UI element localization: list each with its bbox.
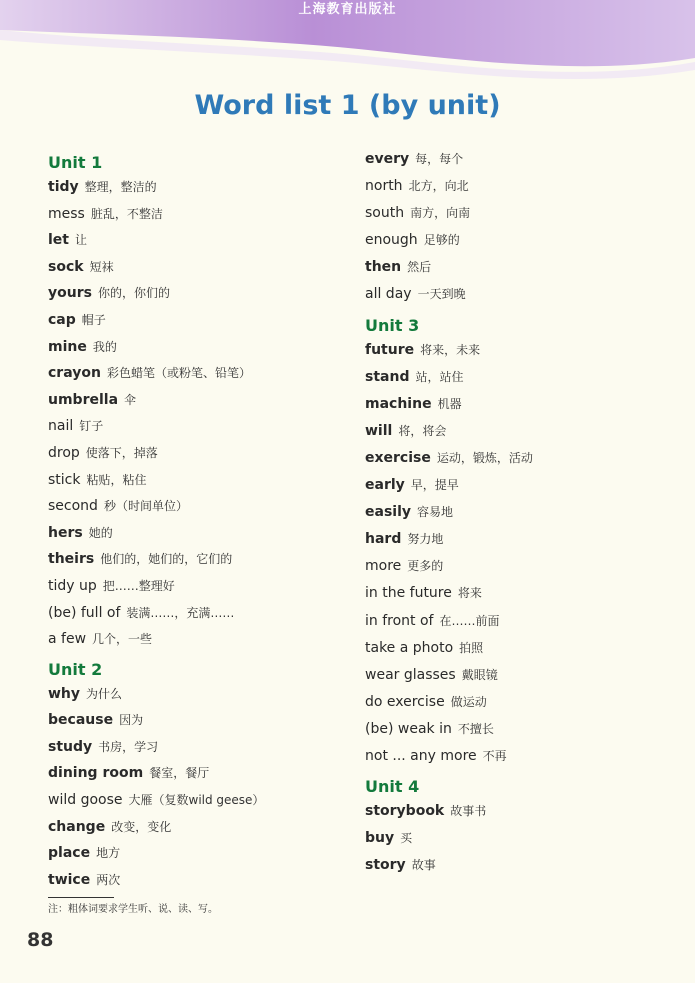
chinese-meaning: 买 bbox=[400, 831, 413, 846]
word-entry bbox=[365, 608, 675, 635]
unit-4-list bbox=[365, 798, 675, 879]
unit-2-heading: Unit 2 bbox=[48, 659, 103, 679]
chinese-meaning: 你的，你们的 bbox=[97, 286, 170, 301]
english-word: wild goose bbox=[48, 792, 123, 809]
word-entry bbox=[48, 440, 348, 467]
chinese-meaning: 足够的 bbox=[423, 233, 460, 248]
word-entry bbox=[48, 626, 348, 653]
chinese-meaning: 地方 bbox=[96, 846, 121, 861]
chinese-meaning: 容易地 bbox=[417, 505, 454, 520]
word-entry bbox=[48, 600, 348, 627]
chinese-meaning: 两次 bbox=[96, 872, 121, 887]
english-word: exercise bbox=[365, 449, 431, 466]
english-word: hard bbox=[365, 531, 402, 548]
english-word: (be) full of bbox=[48, 604, 121, 621]
word-entry bbox=[48, 334, 348, 361]
chinese-meaning: 拍照 bbox=[459, 640, 484, 655]
chinese-meaning: 粘贴，粘住 bbox=[86, 472, 147, 487]
word-entry bbox=[48, 413, 348, 440]
word-entry bbox=[365, 499, 675, 526]
english-word: story bbox=[365, 857, 406, 874]
english-word: take a photo bbox=[365, 639, 454, 656]
word-entry bbox=[48, 787, 348, 814]
chinese-meaning: 北方，向北 bbox=[408, 179, 469, 194]
chinese-meaning: 努力地 bbox=[407, 532, 444, 547]
english-word: twice bbox=[48, 871, 91, 888]
english-word: early bbox=[365, 477, 405, 494]
english-word: will bbox=[365, 422, 393, 439]
english-word: easily bbox=[365, 504, 411, 521]
word-entry bbox=[365, 472, 675, 499]
english-word: umbrella bbox=[48, 391, 119, 408]
word-entry bbox=[365, 173, 675, 200]
word-entry bbox=[48, 467, 348, 494]
word-entry bbox=[48, 307, 348, 334]
word-entry bbox=[48, 360, 348, 387]
chinese-meaning: 他们的，她们的，它们的 bbox=[100, 552, 233, 567]
english-word: buy bbox=[365, 830, 395, 847]
chinese-meaning: 在……前面 bbox=[439, 613, 500, 628]
english-word: storybook bbox=[365, 803, 445, 820]
word-entry bbox=[365, 798, 675, 825]
publisher-name: 上海教育出版社 bbox=[298, 2, 397, 17]
word-entry bbox=[365, 743, 675, 770]
english-word: dining room bbox=[48, 765, 144, 782]
word-entry bbox=[365, 825, 675, 852]
english-word: in the future bbox=[365, 585, 452, 602]
english-word: every bbox=[365, 151, 410, 167]
page-number: 88 bbox=[27, 929, 54, 951]
chinese-meaning: 大雁（复数wild geese） bbox=[128, 793, 265, 808]
english-word: mess bbox=[48, 205, 85, 222]
english-word: stick bbox=[48, 471, 81, 488]
word-entry bbox=[365, 254, 675, 281]
english-word: wear glasses bbox=[365, 666, 456, 683]
word-entry bbox=[48, 174, 348, 201]
word-entry bbox=[365, 635, 675, 662]
chinese-meaning: 故事 bbox=[411, 858, 436, 873]
english-word: in front of bbox=[365, 612, 434, 629]
english-word: yours bbox=[48, 285, 92, 302]
word-entry bbox=[48, 227, 348, 254]
word-entry bbox=[48, 520, 348, 547]
english-word: stand bbox=[365, 368, 410, 385]
word-entry bbox=[48, 840, 348, 867]
english-word: not ... any more bbox=[365, 747, 477, 764]
english-word: change bbox=[48, 818, 106, 835]
unit-3-list bbox=[365, 337, 675, 771]
chinese-meaning: 让 bbox=[75, 233, 88, 248]
chinese-meaning: 伞 bbox=[124, 392, 137, 407]
right-column bbox=[365, 146, 675, 879]
unit-2-list bbox=[48, 681, 348, 894]
chinese-meaning: 书房，学习 bbox=[98, 739, 159, 754]
chinese-meaning: 我的 bbox=[92, 339, 117, 354]
word-entry bbox=[48, 734, 348, 761]
word-entry bbox=[365, 227, 675, 254]
word-entry bbox=[48, 814, 348, 841]
chinese-meaning: 钉子 bbox=[79, 419, 104, 434]
footnote-divider bbox=[48, 897, 114, 898]
english-word: crayon bbox=[48, 365, 101, 382]
word-entry bbox=[365, 553, 675, 580]
chinese-meaning: 机器 bbox=[437, 396, 462, 411]
chinese-meaning: 一天到晚 bbox=[417, 287, 466, 302]
english-word: sock bbox=[48, 258, 84, 275]
chinese-meaning: 为什么 bbox=[86, 686, 123, 701]
english-word: machine bbox=[365, 395, 432, 412]
english-word: then bbox=[365, 259, 402, 276]
english-word: south bbox=[365, 205, 405, 222]
left-column bbox=[48, 146, 348, 893]
unit-1-continued-list bbox=[365, 146, 675, 309]
footnote: 注：粗体词要求学生听、说、读、写。 bbox=[48, 904, 218, 915]
word-entry bbox=[365, 716, 675, 743]
word-entry bbox=[365, 445, 675, 472]
chinese-meaning: 改变，变化 bbox=[111, 819, 172, 834]
chinese-meaning: 南方，向南 bbox=[410, 206, 471, 221]
word-entry bbox=[365, 580, 675, 607]
unit-3-heading: Unit 3 bbox=[365, 315, 420, 335]
word-entry bbox=[365, 418, 675, 445]
word-entry bbox=[365, 281, 675, 308]
english-word: study bbox=[48, 738, 93, 755]
chinese-meaning: 把……整理好 bbox=[102, 578, 175, 593]
chinese-meaning: 因为 bbox=[119, 713, 144, 728]
word-entry bbox=[48, 681, 348, 708]
chinese-meaning: 每，每个 bbox=[415, 152, 464, 166]
word-entry bbox=[48, 867, 348, 894]
word-entry bbox=[365, 689, 675, 716]
unit-1-heading: Unit 1 bbox=[48, 153, 103, 172]
chinese-meaning: 做运动 bbox=[450, 694, 487, 709]
chinese-meaning: 戴眼镜 bbox=[461, 667, 498, 682]
chinese-meaning: 将来，未来 bbox=[420, 342, 481, 357]
chinese-meaning: 秒（时间单位） bbox=[103, 499, 188, 514]
english-word: future bbox=[365, 341, 415, 358]
english-word: do exercise bbox=[365, 693, 445, 710]
chinese-meaning: 不擅长 bbox=[457, 721, 494, 736]
english-word: (be) weak in bbox=[365, 720, 452, 737]
chinese-meaning: 餐室，餐厅 bbox=[149, 766, 210, 781]
english-word: place bbox=[48, 845, 91, 862]
chinese-meaning: 故事书 bbox=[450, 804, 487, 819]
word-entry bbox=[365, 146, 675, 173]
chinese-meaning: 将来 bbox=[457, 586, 482, 601]
chinese-meaning: 短袜 bbox=[89, 259, 114, 274]
word-entry bbox=[365, 662, 675, 689]
word-entry bbox=[48, 707, 348, 734]
chinese-meaning: 脏乱，不整洁 bbox=[90, 206, 163, 221]
word-entry bbox=[365, 391, 675, 418]
chinese-meaning: 彩色蜡笔（或粉笔、铅笔） bbox=[106, 366, 251, 381]
chinese-meaning: 使落下，掉落 bbox=[85, 445, 158, 460]
word-entry bbox=[48, 573, 348, 600]
english-word: nail bbox=[48, 418, 74, 435]
english-word: north bbox=[365, 178, 403, 195]
english-word: tidy up bbox=[48, 577, 97, 594]
chinese-meaning: 将，将会 bbox=[398, 423, 447, 438]
word-entry bbox=[48, 546, 348, 573]
unit-4-heading: Unit 4 bbox=[365, 777, 420, 797]
chinese-meaning: 更多的 bbox=[407, 559, 444, 574]
english-word: enough bbox=[365, 232, 418, 249]
english-word: all day bbox=[365, 286, 412, 303]
english-word: drop bbox=[48, 444, 80, 461]
english-word: second bbox=[48, 498, 98, 515]
english-word: cap bbox=[48, 311, 76, 328]
word-entry bbox=[365, 364, 675, 391]
english-word: more bbox=[365, 558, 402, 575]
chinese-meaning: 运动，锻炼，活动 bbox=[436, 450, 533, 465]
english-word: let bbox=[48, 232, 69, 249]
chinese-meaning: 她的 bbox=[88, 525, 113, 540]
word-entry bbox=[365, 200, 675, 227]
word-entry bbox=[48, 201, 348, 228]
english-word: tidy bbox=[48, 179, 79, 195]
english-word: theirs bbox=[48, 551, 95, 568]
word-entry bbox=[365, 337, 675, 364]
english-word: why bbox=[48, 685, 81, 702]
chinese-meaning: 站，站住 bbox=[415, 369, 464, 384]
word-entry bbox=[48, 254, 348, 281]
chinese-meaning: 然后 bbox=[407, 260, 432, 275]
english-word: mine bbox=[48, 338, 87, 355]
english-word: a few bbox=[48, 631, 87, 648]
word-entry bbox=[48, 387, 348, 414]
chinese-meaning: 不再 bbox=[482, 748, 507, 763]
english-word: hers bbox=[48, 524, 83, 541]
word-entry bbox=[365, 852, 675, 879]
chinese-meaning: 装满……，充满…… bbox=[126, 605, 235, 620]
word-entry bbox=[48, 493, 348, 520]
word-entry bbox=[48, 280, 348, 307]
chinese-meaning: 几个，一些 bbox=[92, 632, 153, 647]
english-word: because bbox=[48, 712, 114, 729]
chinese-meaning: 帽子 bbox=[81, 312, 106, 327]
word-entry bbox=[48, 760, 348, 787]
unit-1-list bbox=[48, 174, 348, 653]
page-title: Word list 1 (by unit) bbox=[194, 90, 501, 121]
chinese-meaning: 整理，整洁的 bbox=[84, 180, 157, 194]
word-entry bbox=[365, 526, 675, 553]
chinese-meaning: 早，提早 bbox=[410, 478, 459, 493]
